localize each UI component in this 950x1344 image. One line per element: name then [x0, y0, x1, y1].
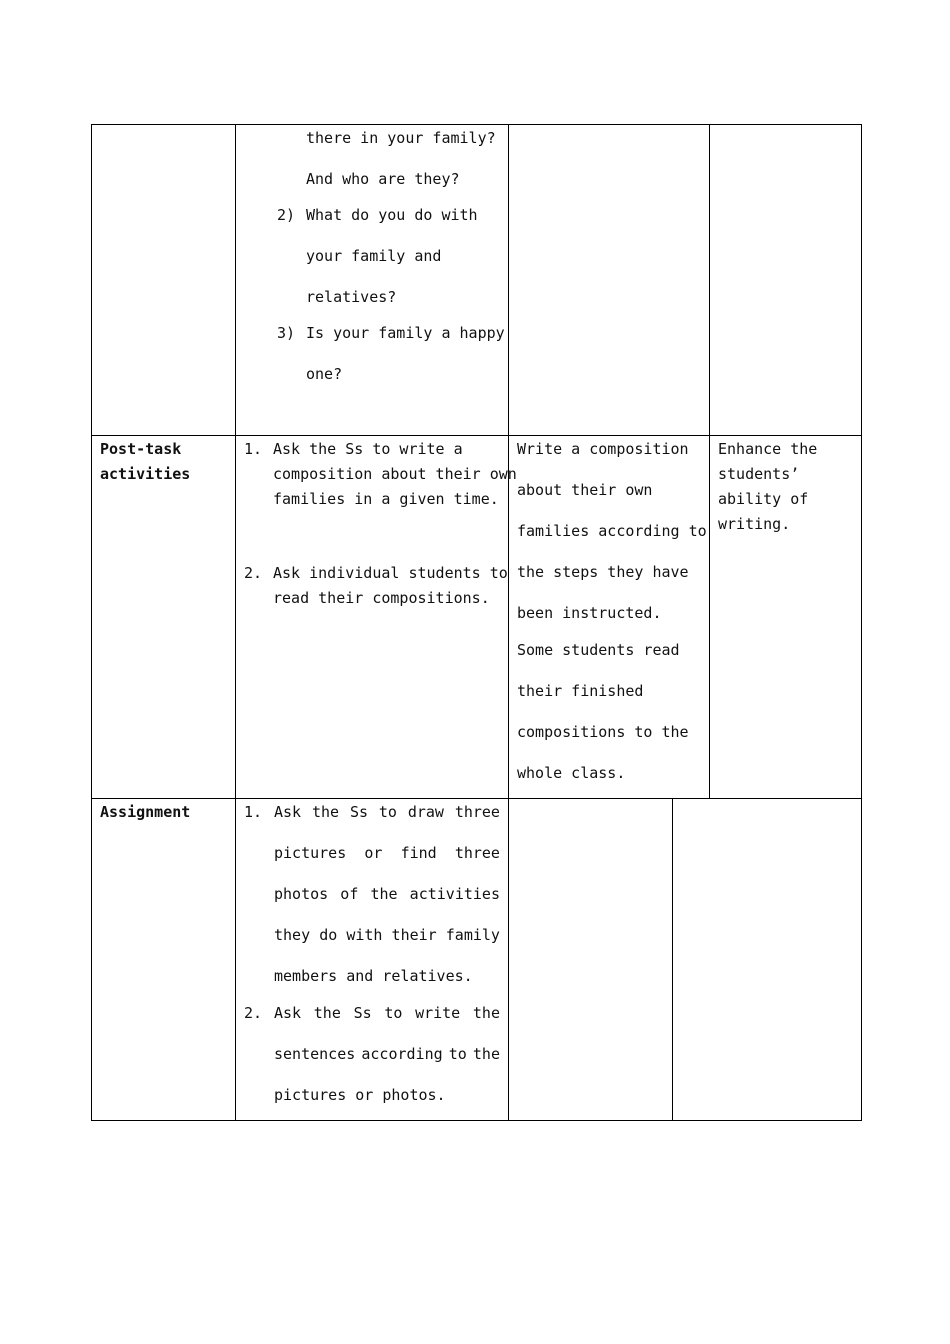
column-divider-3-upper — [709, 124, 710, 799]
post-task-item-2-line-1: Ask individual students to — [273, 564, 508, 582]
purpose-line-1: Enhance the — [718, 440, 818, 458]
question-3-line-2: one? — [306, 365, 343, 383]
assignment-item-1-line-2 — [274, 844, 500, 862]
question-2-line-1: What do you do with — [306, 206, 478, 224]
post-task-item-1-line-3: families in a given time. — [273, 490, 499, 508]
post-task-item-1-line-1: Ask the Ss to write a — [273, 440, 463, 458]
student-activity-line-5: been instructed. — [517, 604, 662, 622]
question-1-line-3: And who are they? — [306, 170, 460, 188]
column-divider-1 — [235, 124, 236, 1121]
question-2-line-2: your family and — [306, 247, 442, 265]
table-right-border — [861, 124, 862, 1121]
assignment-item-2-line-1 — [274, 1004, 500, 1022]
column-divider-2 — [508, 124, 509, 1121]
purpose-line-2: students’ — [718, 465, 800, 483]
purpose-line-4: writing. — [718, 515, 791, 533]
student-activity-line-3: families according to — [517, 522, 707, 540]
post-task-item-2-line-2: read their compositions. — [273, 589, 490, 607]
post-task-item-2-number: 2. — [244, 564, 263, 582]
table-left-border — [91, 124, 92, 1121]
student-activity-line-8: compositions to the — [517, 723, 689, 741]
assignment-item-1-line-3 — [274, 885, 500, 903]
post-task-item-1-line-2: composition about their own — [273, 465, 517, 483]
assignment-item-1-line-4 — [274, 926, 500, 944]
assignment-item-2-line-2-text: sentences according to the — [274, 1045, 500, 1063]
assignment-item-1-line-2-text: pictures or find three — [274, 844, 500, 862]
stage-post-task-line-2: activities — [100, 465, 191, 483]
assignment-item-2-line-2 — [274, 1045, 500, 1063]
question-2-number: 2) — [277, 206, 296, 224]
assignment-item-1-number: 1. — [244, 803, 263, 821]
assignment-item-1-line-3-text: photos of the activities — [274, 885, 500, 903]
assignment-item-1-line-5: members and relatives. — [274, 967, 473, 985]
post-task-item-1-number: 1. — [244, 440, 263, 458]
row-divider-post-task — [91, 435, 862, 436]
question-3-line-1: Is your family a happy — [306, 324, 505, 342]
assignment-item-2-line-3: pictures or photos. — [274, 1086, 446, 1104]
student-activity-line-6: Some students read — [517, 641, 680, 659]
column-divider-3-assignment — [672, 798, 673, 1121]
student-activity-line-7: their finished — [517, 682, 644, 700]
assignment-item-2-line-1-text: Ask the Ss to write the — [274, 1004, 500, 1022]
student-activity-line-2: about their own — [517, 481, 653, 499]
stage-assignment: Assignment — [100, 803, 191, 821]
stage-post-task-line-1: Post-task — [100, 440, 182, 458]
purpose-line-3: ability of — [718, 490, 809, 508]
assignment-item-1-line-1 — [274, 803, 500, 821]
question-2-line-3: relatives? — [306, 288, 397, 306]
student-activity-line-1: Write a composition — [517, 440, 689, 458]
question-3-number: 3) — [277, 324, 296, 342]
assignment-item-1-line-1-text: Ask the Ss to draw three — [274, 803, 500, 821]
question-1-line-2: there in your family? — [306, 129, 496, 147]
student-activity-line-9: whole class. — [517, 764, 626, 782]
student-activity-line-4: the steps they have — [517, 563, 689, 581]
assignment-item-2-number: 2. — [244, 1004, 263, 1022]
assignment-item-1-line-4-text: they do with their family — [274, 926, 500, 944]
row-divider-assignment — [91, 798, 862, 799]
table-bottom-border — [91, 1120, 862, 1121]
table-top-border — [91, 124, 862, 125]
